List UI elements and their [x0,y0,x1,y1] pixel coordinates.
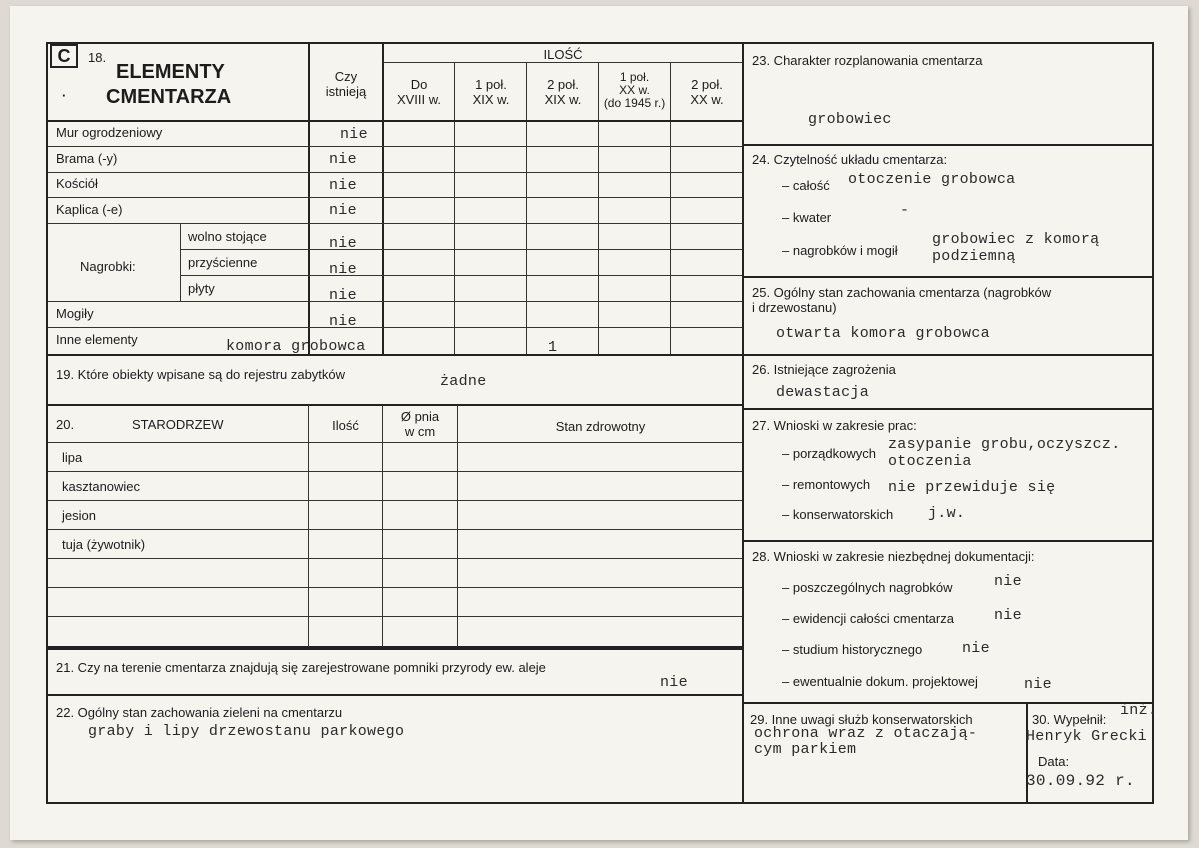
section-21-value: nie [660,674,688,691]
nagrobki-przyscienne-label: przyścienne [188,255,258,270]
col-exists-header: Czy istnieją [325,69,367,99]
col-stan: Stan zdrowotny [555,419,646,434]
section-24-calosc-value: otoczenie grobowca [848,171,1016,188]
row-line [48,442,743,443]
section-28-studium-value: nie [962,640,990,657]
row-line [48,558,743,559]
section-28-ewidencji-label: – ewidencji całości cmentarza [782,611,954,626]
section-23-label: 23. Charakter rozplanowania cmentarza [752,53,983,68]
section-30-date-label: Data: [1038,754,1070,769]
section-27-label: 27. Wnioski w zakresie prac: [752,418,917,433]
nagrobki-label: Nagrobki: [80,259,136,274]
inne-value: komora grobowca [226,338,366,355]
section-28-ewidencji-value: nie [994,607,1022,624]
row-line [48,197,743,198]
nagrobki-divider [180,223,181,301]
section-28-label: 28. Wnioski w zakresie niezbędnej dokumentacji: [752,549,1035,564]
row-line [48,500,743,501]
section-30-date: 30.09.92 r. [1026,772,1135,790]
section-27-remontowych-label: – remontowych [782,477,871,492]
row-label-mur: Mur ogrodzeniowy [56,125,163,140]
row-value-kosciol: nie [329,177,357,194]
row-line [48,223,743,224]
section-30-label: 30. Wypełnił: [1032,712,1107,727]
section-30-name: Henryk Grecki [1026,728,1147,745]
section-19-value: żadne [440,373,487,390]
section-24-label: 24. Czytelność układu cmentarza: [752,152,948,167]
section-26-label: 26. Istniejące zagrożenia [752,362,896,377]
ilosc-underline [383,62,743,63]
section-21-label: 21. Czy na terenie cmentarza znajdują się zarejestrowane pomniki przyrody ew. aleje [56,660,546,675]
row-label-brama: Brama (-y) [56,151,118,166]
header-bottom [46,120,744,122]
row-line [180,275,743,276]
row-label-kaplica: Kaplica (-e) [56,202,123,217]
section-28-nagrobkow-value: nie [994,573,1022,590]
period-3: 2 poł. XIX w. [544,77,582,107]
col-ilosc: Ilość [332,418,359,433]
row-line [48,172,743,173]
row-line [48,471,743,472]
section-23-value: grobowiec [808,111,892,128]
section-20-number: 20. [56,417,75,432]
section-number: 18. [88,50,107,65]
nagrobki-wolno-value: nie [329,235,357,252]
row-line [48,616,743,617]
nagrobki-plyty-label: płyty [188,281,215,296]
section-29-value: ochrona wraz z otaczają- cym parkiem [754,725,978,758]
col-divider [526,62,527,355]
section-28-projektowej-value: nie [1024,676,1052,693]
section-24-kwater-label: – kwater [782,210,832,225]
inne-count: 1 [548,339,558,356]
section-24-nagrobkow-value: grobowiec z komorą podziemną [932,231,1100,265]
section-27-porzadkowych-label: – porządkowych [782,446,876,461]
period-4: 1 poł. XX w. (do 1945 r.) [603,70,666,110]
section-27-konserwatorskich-label: – konserwatorskich [782,507,894,522]
bullet-dot: · [62,88,67,103]
row-line [48,529,743,530]
section-24-kwater-value: - [900,202,910,219]
nagrobki-przyscienne-value: nie [329,261,357,278]
section-29-label: 29. Inne uwagi służb konserwatorskich [750,712,973,727]
period-1: Do XVIII w. [396,77,442,107]
section-27-remontowych-value: nie przewiduje się [888,479,1056,496]
period-5: 2 poł. XX w. [690,77,724,107]
section-24-nagrobkow-label: – nagrobków i mogił [782,243,898,258]
section-19-label: 19. Które obiekty wpisane są do rejestru zabytków [56,367,346,382]
row-value-kaplica: nie [329,202,357,219]
row-value-mur: nie [340,126,368,143]
section-20-title: STARODRZEW [132,417,224,432]
section-24-calosc-label: – całość [782,178,830,193]
section-28-nagrobkow-label: – poszczególnych nagrobków [782,580,953,595]
section-22-value: graby i lipy drzewostanu parkowego [88,723,405,740]
col-pien: Ø pnia w cm [400,409,440,439]
section-27-porzadkowych-value: zasypanie grobu,oczyszcz. otoczenia [888,436,1121,470]
row-line [48,587,743,588]
section-22-label: 22. Ogólny stan zachowania zieleni na cmentarzu [56,705,343,720]
section-25-value: otwarta komora grobowca [776,325,990,342]
period-2: 1 poł. XIX w. [472,77,510,107]
row-label-kosciol: Kościół [56,176,98,191]
mogily-label: Mogiły [56,306,94,321]
tree-jesion: jesion [62,508,96,523]
tree-kasztanowiec: kasztanowiec [62,479,141,494]
ilosc-header: ILOŚĆ [543,47,583,62]
section-20-table [46,404,744,648]
row-line [48,301,743,302]
col-divider [670,62,671,355]
section-letter: C [57,46,71,66]
section-title-line2: CMENTARZA [106,86,232,108]
section-28-projektowej-label: – ewentualnie dokum. projektowej [782,674,978,689]
section-25-label: 25. Ogólny stan zachowania cmentarza (nagrobków i drzewostanu) [752,285,1052,315]
section-letter-box [50,44,78,68]
row-line [48,327,743,328]
section-30-title: inż. [1120,702,1158,719]
section-title-line1: ELEMENTY [116,61,225,83]
section-26-value: dewastacja [776,384,870,401]
row-value-brama: nie [329,151,357,168]
mogily-value: nie [329,313,357,330]
section-28-studium-label: – studium historycznego [782,642,923,657]
col-divider [454,62,455,355]
tree-tuja: tuja (żywotnik) [62,537,146,552]
nagrobki-wolno-label: wolno stojące [188,229,267,244]
nagrobki-plyty-value: nie [329,287,357,304]
row-line [48,146,743,147]
tree-lipa: lipa [62,450,83,465]
section-27-konserwatorskich-value: j.w. [928,505,966,522]
row-line [180,249,743,250]
inne-label: Inne elementy [56,332,138,347]
